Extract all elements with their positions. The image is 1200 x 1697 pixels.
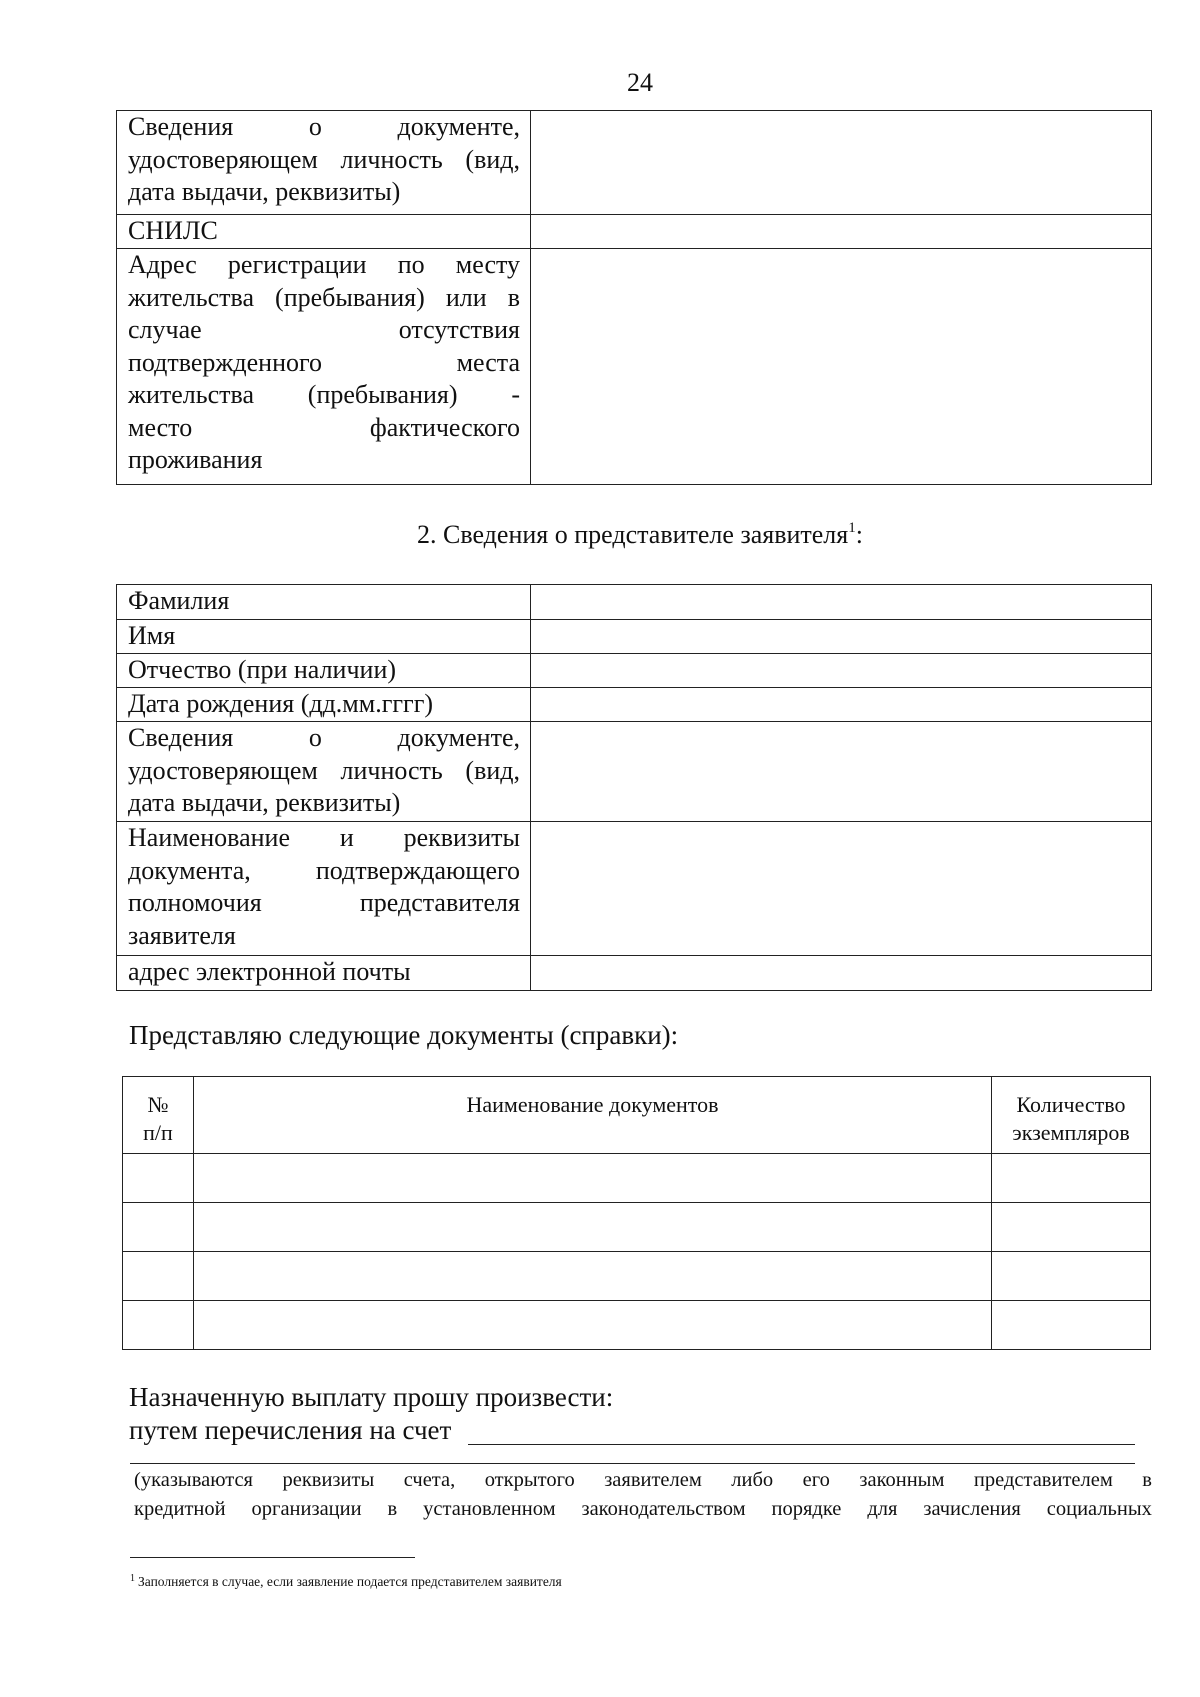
section-heading-representative: 2. Сведения о представителе заявителя$^1$: — [417, 520, 863, 549]
field-label-line: Фамилия — [128, 586, 230, 615]
field-label — [117, 111, 531, 214]
field-label-line: Адрес регистрации по месту — [128, 250, 520, 279]
field-label-line: жительства (пребывания) - — [128, 380, 520, 409]
footnote-reference: 1 — [848, 520, 856, 536]
field-label-line: Сведения о документе, — [128, 723, 520, 752]
document-name-cell[interactable] — [194, 1203, 992, 1251]
row-number-cell[interactable] — [123, 1301, 194, 1349]
documents-table-row — [123, 1300, 1150, 1349]
field-label-line: удостоверяющем личность (вид, — [128, 144, 520, 174]
applicant_table-row — [117, 111, 1151, 214]
account-input-line[interactable] — [468, 1444, 1135, 1445]
field-label-line: заявителя — [128, 920, 236, 950]
col-number-header: № п/п — [123, 1077, 194, 1153]
representative_table-row — [117, 619, 1151, 653]
quantity-cell[interactable] — [992, 1252, 1150, 1300]
field-label-line: место фактического — [128, 412, 520, 442]
field-label-line: Имя — [128, 621, 176, 650]
payment-account-label: путем перечисления на счет — [129, 1415, 452, 1445]
field-value[interactable] — [531, 585, 1151, 619]
documents-table-row — [123, 1153, 1150, 1202]
representative_table-row — [117, 653, 1151, 687]
field-label-line: Наименование и реквизиты — [128, 823, 520, 852]
field-label-line: случае отсутствия — [128, 315, 520, 344]
row-number-cell[interactable] — [123, 1203, 194, 1251]
account-note-line-1: (указываются реквизиты счета, открытого заявителем либо его законным представителем в — [134, 1469, 1152, 1491]
quantity-cell[interactable] — [992, 1203, 1150, 1251]
field-label-line: Сведения о документе, — [128, 112, 520, 141]
field-value[interactable] — [531, 722, 1151, 821]
account-input-line-2[interactable] — [130, 1463, 1135, 1464]
field-value[interactable] — [531, 654, 1151, 687]
field-label-line: проживания — [128, 445, 263, 474]
row-number-cell[interactable] — [123, 1154, 194, 1202]
col-name-header: Наименование документов — [194, 1077, 992, 1153]
account-note-line-2: кредитной организации в установленном законодательством порядке для зачисления социальных — [134, 1498, 1152, 1520]
quantity-cell[interactable] — [992, 1301, 1150, 1349]
payment-instruction: Назначенную выплату прошу произвести: — [129, 1382, 614, 1412]
representative-table — [116, 584, 1152, 991]
field-label — [117, 585, 531, 619]
field-label — [117, 654, 531, 687]
document-name-cell[interactable] — [194, 1252, 992, 1300]
field-label-line: Дата рождения (дд.мм.гггг) — [128, 689, 434, 718]
field-label-line: удостоверяющем личность (вид, — [128, 755, 520, 785]
applicant-table — [116, 110, 1152, 485]
field-value[interactable] — [531, 956, 1151, 990]
page-number: 24 — [627, 68, 653, 97]
representative_table-row — [117, 687, 1151, 721]
col-quantity-header: Количество экземпляров — [1012, 1092, 1130, 1145]
field-label — [117, 956, 531, 990]
field-label-line: жительства (пребывания) или в — [128, 282, 520, 312]
field-label-line: дата выдачи, реквизиты) — [128, 788, 401, 817]
representative_table-row — [117, 821, 1151, 955]
field-label-line: документа, подтверждающего — [128, 855, 520, 885]
documents-table-row — [123, 1251, 1150, 1300]
field-label-line: дата выдачи, реквизиты) — [128, 177, 401, 206]
field-value[interactable] — [531, 620, 1151, 653]
field-label-line: подтвержденного места — [128, 347, 520, 377]
field-label — [117, 722, 531, 821]
representative_table-row — [117, 585, 1151, 619]
field-value[interactable] — [531, 688, 1151, 721]
field-label — [117, 215, 531, 248]
applicant_table-row — [117, 214, 1151, 248]
field-label — [117, 249, 531, 484]
representative_table-row — [117, 721, 1151, 821]
field-value[interactable] — [531, 215, 1151, 248]
field-value[interactable] — [531, 249, 1151, 484]
field-value[interactable] — [531, 822, 1151, 955]
field-label-line: СНИЛС — [128, 216, 218, 245]
quantity-cell[interactable] — [992, 1154, 1150, 1202]
field-label-line: Отчество (при наличии) — [128, 655, 397, 684]
row-number-cell[interactable] — [123, 1252, 194, 1300]
documents-table-header — [123, 1077, 1150, 1153]
account-note — [134, 1466, 1152, 1524]
field-label — [117, 688, 531, 721]
document-name-cell[interactable] — [194, 1301, 992, 1349]
field-label-line: полномочия представителя — [128, 888, 520, 917]
field-label — [117, 620, 531, 653]
documents-table-row — [123, 1202, 1150, 1251]
field-label — [117, 822, 531, 955]
documents-intro: Представляю следующие документы (справки): — [129, 1020, 679, 1050]
representative_table-row — [117, 955, 1151, 990]
footnote: $^1$ Заполняется в случае, если заявление подается представителем заявителя — [130, 1573, 562, 1589]
field-label-line: адрес электронной почты — [128, 957, 411, 986]
documents-table — [122, 1076, 1151, 1350]
field-value[interactable] — [531, 111, 1151, 214]
footnote-separator — [130, 1557, 415, 1558]
document-name-cell[interactable] — [194, 1154, 992, 1202]
applicant_table-row — [117, 248, 1151, 484]
